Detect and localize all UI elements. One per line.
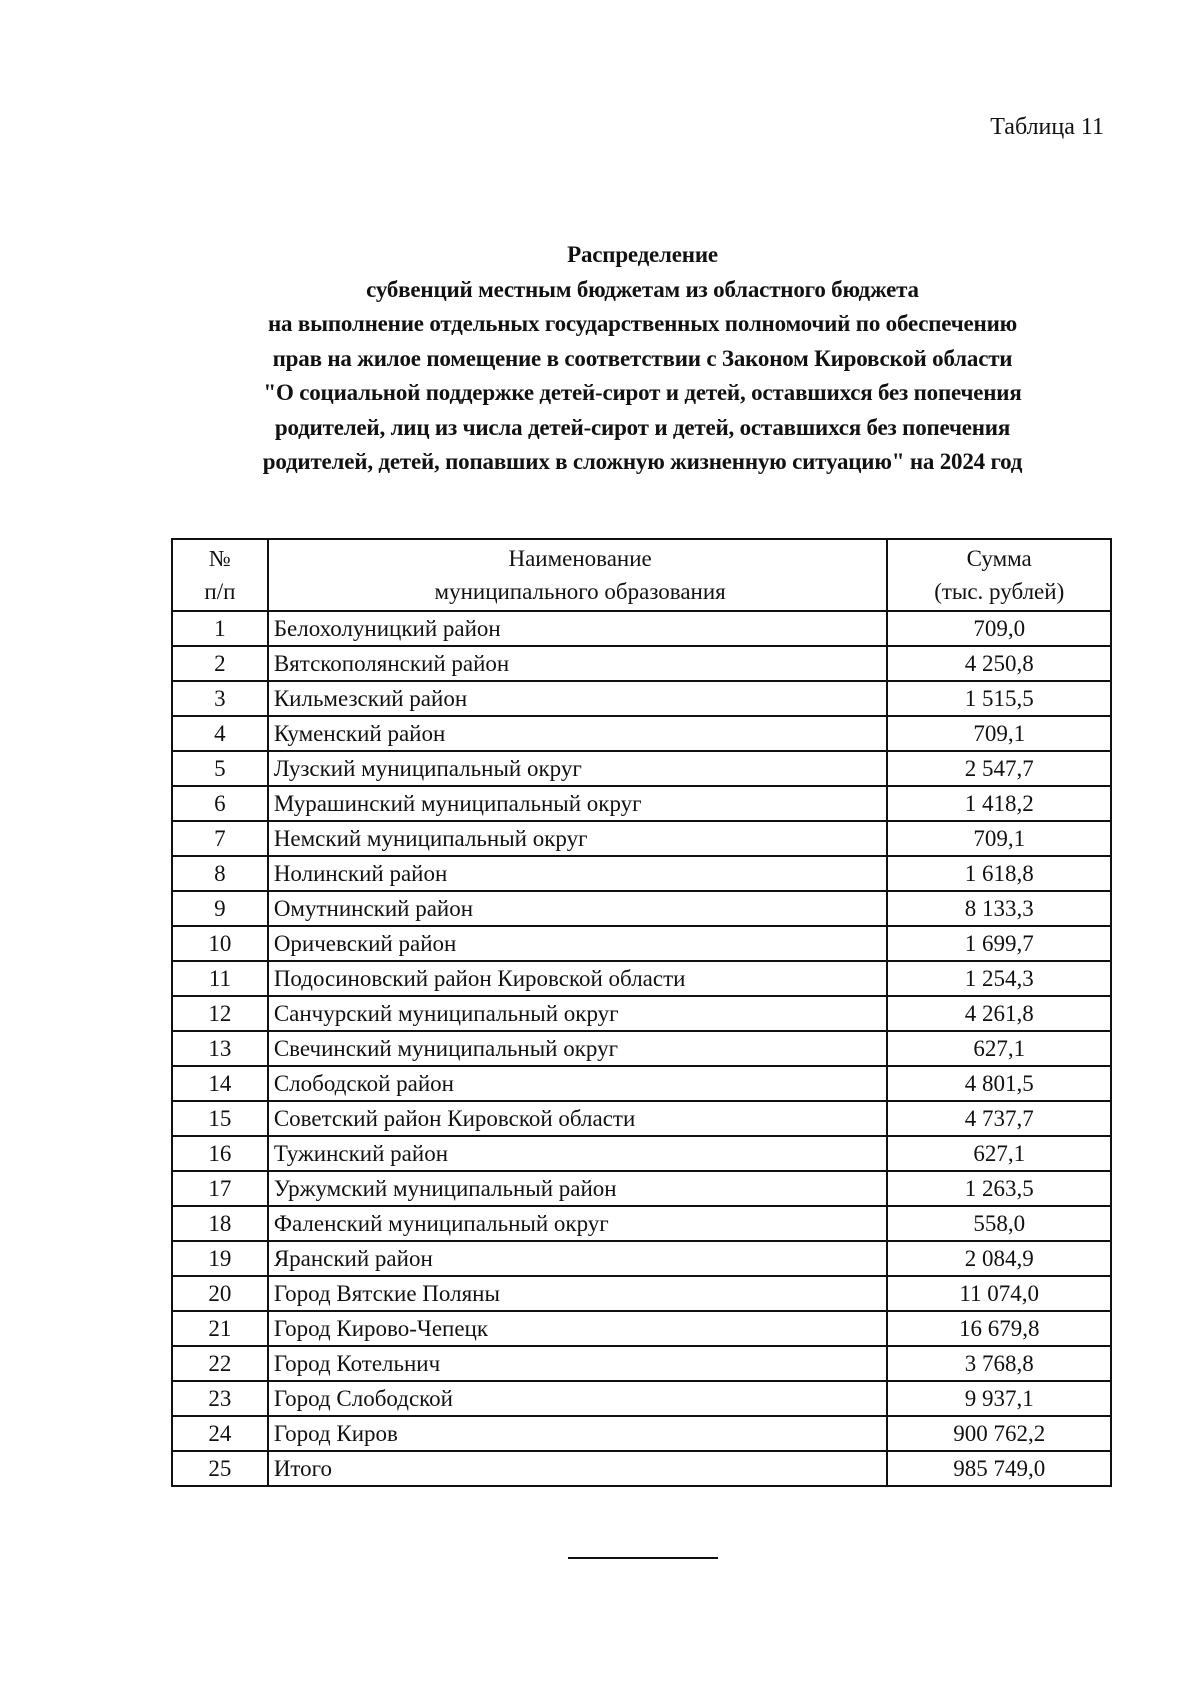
amount: 558,0 (887, 1206, 1111, 1241)
municipality-name: Тужинский район (268, 1136, 888, 1171)
row-number: 18 (172, 1206, 268, 1241)
municipality-name: Нолинский район (268, 856, 888, 891)
row-number: 4 (172, 716, 268, 751)
municipality-name: Мурашинский муниципальный округ (268, 786, 888, 821)
header-number-line1: № (208, 546, 231, 571)
amount: 1 515,5 (887, 681, 1111, 716)
table-row (172, 1381, 1111, 1416)
table-row (172, 1171, 1111, 1206)
row-number: 12 (172, 996, 268, 1031)
table-row (172, 751, 1111, 786)
municipality-name: Город Кирово-Чепецк (268, 1311, 888, 1346)
municipality-name: Фаленский муниципальный округ (268, 1206, 888, 1241)
municipality-name: Кильмезский район (268, 681, 888, 716)
row-number: 24 (172, 1416, 268, 1451)
table-row (172, 891, 1111, 926)
amount: 985 749,0 (887, 1451, 1111, 1486)
header-name (268, 539, 888, 611)
municipality-name: Оричевский район (268, 926, 888, 961)
row-number: 23 (172, 1381, 268, 1416)
header-name-line1: Наименование (508, 546, 652, 571)
table-row (172, 1066, 1111, 1101)
amount: 709,1 (887, 821, 1111, 856)
table-row (172, 716, 1111, 751)
amount: 1 418,2 (887, 786, 1111, 821)
amount: 900 762,2 (887, 1416, 1111, 1451)
row-number: 13 (172, 1031, 268, 1066)
table-header-row (172, 539, 1111, 611)
amount: 2 547,7 (887, 751, 1111, 786)
row-number: 11 (172, 961, 268, 996)
amount: 4 250,8 (887, 646, 1111, 681)
amount: 709,1 (887, 716, 1111, 751)
municipality-name: Белохолуницкий район (268, 611, 888, 646)
table-row (172, 1101, 1111, 1136)
municipality-name: Лузский муниципальный округ (268, 751, 888, 786)
title-line: субвенций местным бюджетам из областного бюджета (366, 276, 919, 302)
row-number: 17 (172, 1171, 268, 1206)
row-number: 14 (172, 1066, 268, 1101)
table-row (172, 1311, 1111, 1346)
amount: 4 261,8 (887, 996, 1111, 1031)
table-number-label: Таблица 11 (990, 114, 1104, 140)
amount: 4 801,5 (887, 1066, 1111, 1101)
table-body (172, 611, 1111, 1486)
row-number: 20 (172, 1276, 268, 1311)
amount: 16 679,8 (887, 1311, 1111, 1346)
amount: 1 263,5 (887, 1171, 1111, 1206)
row-number: 6 (172, 786, 268, 821)
amount: 11 074,0 (887, 1276, 1111, 1311)
total-row (172, 1451, 1111, 1486)
table-row (172, 1031, 1111, 1066)
row-number: 25 (172, 1451, 268, 1486)
header-name-line2: муниципального образования (434, 579, 726, 604)
municipality-name: Санчурский муниципальный округ (268, 996, 888, 1031)
header-sum-line2: (тыс. рублей) (934, 579, 1065, 604)
municipality-name: Вятскополянский район (268, 646, 888, 681)
title-line: прав на жилое помещение в соответствии с Законом Кировской области (272, 345, 1013, 371)
row-number: 9 (172, 891, 268, 926)
table-row (172, 1206, 1111, 1241)
title-line: "О социальной поддержке детей-сирот и детей, оставшихся без попечения (263, 380, 1022, 405)
amount: 627,1 (887, 1136, 1111, 1171)
row-number: 8 (172, 856, 268, 891)
row-number: 1 (172, 611, 268, 646)
table-row (172, 1416, 1111, 1451)
row-number: 15 (172, 1101, 268, 1136)
table-row (172, 646, 1111, 681)
municipality-name: Слободской район (268, 1066, 888, 1101)
title-line: родителей, лиц из числа детей-сирот и детей, оставшихся без попечения (274, 414, 1011, 440)
header-sum-line1: Сумма (966, 546, 1032, 571)
table-row (172, 1276, 1111, 1311)
header-number-line2: п/п (204, 579, 236, 604)
row-number: 16 (172, 1136, 268, 1171)
municipality-name: Город Киров (268, 1416, 888, 1451)
amount: 9 937,1 (887, 1381, 1111, 1416)
row-number: 3 (172, 681, 268, 716)
municipality-name: Город Слободской (268, 1381, 888, 1416)
municipality-name: Город Котельнич (268, 1346, 888, 1381)
header-sum (887, 539, 1111, 611)
table-row (172, 1136, 1111, 1171)
amount: 4 737,7 (887, 1101, 1111, 1136)
amount: 709,0 (887, 611, 1111, 646)
table-row (172, 611, 1111, 646)
table-row (172, 1241, 1111, 1276)
municipality-name: Советский район Кировской области (268, 1101, 888, 1136)
row-number: 10 (172, 926, 268, 961)
municipality-name: Город Вятские Поляны (268, 1276, 888, 1311)
row-number: 5 (172, 751, 268, 786)
title-line: родителей, детей, попавших в сложную жизненную ситуацию" на 2024 год (262, 449, 1023, 474)
table-row (172, 961, 1111, 996)
row-number: 21 (172, 1311, 268, 1346)
municipality-name: Подосиновский район Кировской области (268, 961, 888, 996)
municipality-name: Немский муниципальный округ (268, 821, 888, 856)
municipality-name: Итого (268, 1451, 888, 1486)
table-row (172, 786, 1111, 821)
row-number: 19 (172, 1241, 268, 1276)
header-number (172, 539, 268, 611)
amount: 627,1 (887, 1031, 1111, 1066)
title-line: на выполнение отдельных государственных полномочий по обеспечению (267, 311, 1018, 336)
table-row (172, 926, 1111, 961)
row-number: 7 (172, 821, 268, 856)
municipality-name: Яранский район (268, 1241, 888, 1276)
document-title (170, 238, 1115, 480)
table-row (172, 681, 1111, 716)
amount: 1 699,7 (887, 926, 1111, 961)
amount: 8 133,3 (887, 891, 1111, 926)
municipality-name: Свечинский муниципальный округ (268, 1031, 888, 1066)
amount: 1 254,3 (887, 961, 1111, 996)
title-line: Распределение (567, 242, 718, 267)
table-row (172, 996, 1111, 1031)
table-row (172, 821, 1111, 856)
municipality-name: Уржумский муниципальный район (268, 1171, 888, 1206)
municipality-name: Омутнинский район (268, 891, 888, 926)
municipality-name: Куменский район (268, 716, 888, 751)
row-number: 22 (172, 1346, 268, 1381)
amount: 3 768,8 (887, 1346, 1111, 1381)
amount: 1 618,8 (887, 856, 1111, 891)
row-number: 2 (172, 646, 268, 681)
subvention-table (171, 538, 1112, 1487)
table-row (172, 1346, 1111, 1381)
footer-divider (568, 1557, 718, 1559)
amount: 2 084,9 (887, 1241, 1111, 1276)
table-row (172, 856, 1111, 891)
